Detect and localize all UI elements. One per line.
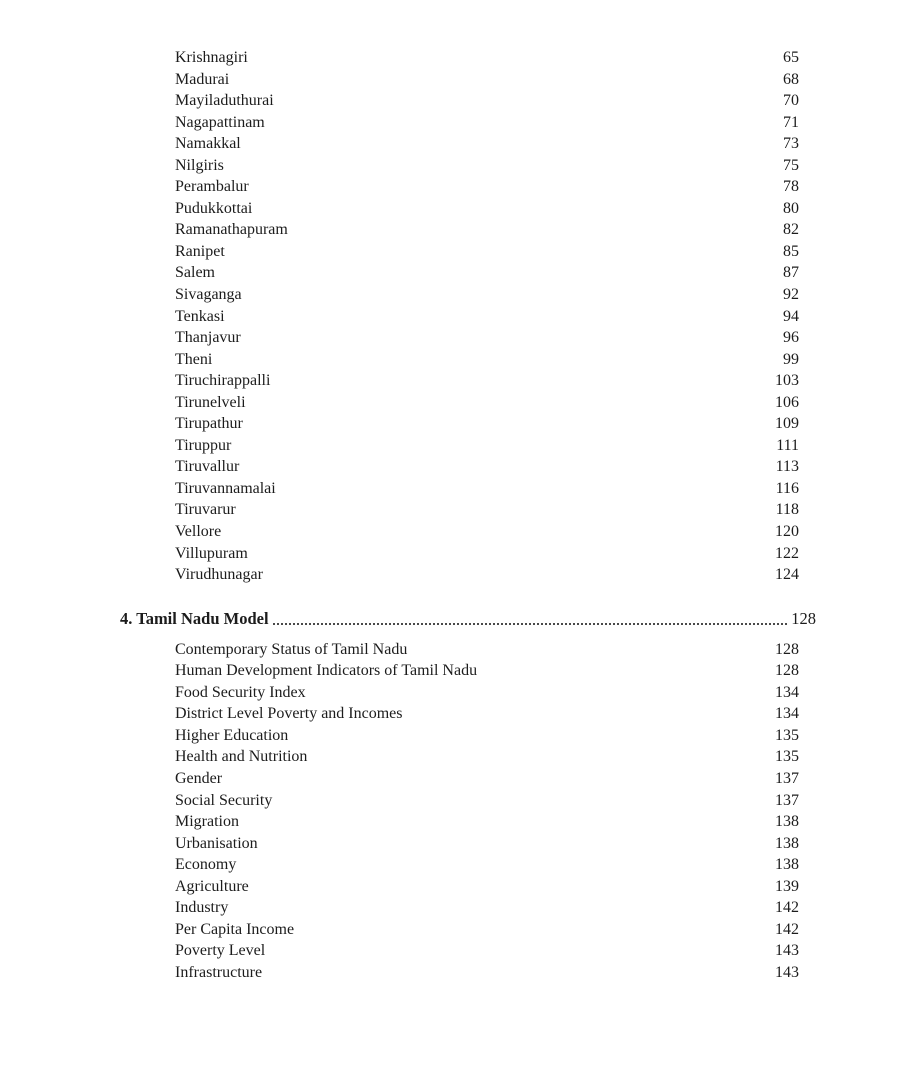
toc-entry-page: 99: [783, 350, 799, 368]
toc-entry-label: Sivaganga: [175, 286, 242, 304]
toc-entry: [120, 198, 816, 220]
toc-entry-page: 68: [783, 70, 799, 88]
toc-entry: [120, 69, 816, 91]
toc-entry-label: Tiruvarur: [175, 501, 236, 519]
toc-entry: [120, 90, 816, 112]
toc-entry: [120, 746, 816, 768]
toc-entry-label: Villupuram: [175, 544, 248, 562]
toc-entry: [120, 47, 816, 69]
toc-entry: [120, 370, 816, 392]
section-heading-label: 4. Tamil Nadu Model: [120, 608, 269, 628]
toc-entry: [120, 413, 816, 435]
toc-entry-page: 65: [783, 49, 799, 66]
toc-entry-page: 82: [783, 221, 799, 239]
toc-entry-label: Tirupathur: [175, 415, 243, 433]
toc-entry: [120, 176, 816, 198]
section-heading-row: [120, 608, 816, 630]
toc-entry-label: Industry: [175, 899, 229, 917]
toc-entry: [120, 392, 816, 414]
toc-entry: [120, 564, 816, 586]
toc-entry-label: Higher Education: [175, 726, 289, 744]
toc-entry: [120, 349, 816, 371]
toc-entry-label: Ramanathapuram: [175, 221, 288, 239]
toc-entry-page: 137: [775, 791, 799, 809]
toc-entry: [120, 854, 816, 876]
toc-entry-page: 142: [775, 899, 799, 917]
toc-entry: [120, 790, 816, 812]
toc-entry-label: Pudukkottai: [175, 199, 253, 217]
toc-entry: [120, 811, 816, 833]
toc-entry-page: 87: [783, 264, 799, 282]
toc-entry-page: 71: [783, 113, 799, 131]
toc-entry-label: Poverty Level: [175, 942, 266, 960]
toc-entry-page: 73: [783, 135, 799, 153]
toc-entry: [120, 456, 816, 478]
toc-entry-label: Madurai: [175, 70, 230, 88]
toc-entry: [120, 940, 816, 962]
toc-entry-page: 134: [775, 683, 799, 701]
toc-entry-page: 124: [775, 566, 799, 584]
toc-entry: [120, 962, 816, 984]
toc-entry-page: 118: [775, 501, 799, 519]
toc-entry-page: 139: [775, 877, 799, 895]
toc-entry: [120, 478, 816, 500]
toc-entry: [120, 112, 816, 134]
toc-entry-label: Nagapattinam: [175, 113, 265, 131]
toc-entry-label: Salem: [175, 264, 215, 282]
toc-entry: [120, 241, 816, 263]
toc-entry-page: 78: [783, 178, 799, 196]
toc-entry-page: 138: [775, 834, 799, 852]
toc-entry: [120, 521, 816, 543]
toc-entry-label: Gender: [175, 769, 223, 787]
toc-entry-page: 113: [775, 458, 799, 476]
toc-entry-label: Tiruvallur: [175, 458, 240, 476]
toc-entry-page: 143: [775, 963, 799, 981]
toc-entry: [120, 682, 816, 704]
toc-entry-page: 128: [775, 662, 799, 680]
toc-entry: [120, 435, 816, 457]
toc-entry-label: Agriculture: [175, 877, 249, 895]
toc-entry-page: 128: [775, 640, 799, 658]
toc-entry-label: Tenkasi: [175, 307, 225, 325]
toc-entry-page: 135: [775, 726, 799, 744]
toc-entry-page: 138: [775, 856, 799, 874]
toc-entry-label: Ranipet: [175, 242, 225, 260]
toc-entry-label: Tiruvannamalai: [175, 479, 276, 497]
toc-entry-label: Theni: [175, 350, 213, 368]
toc-entry: [120, 219, 816, 241]
toc-entry-page: 85: [783, 242, 799, 260]
toc-entry: [120, 306, 816, 328]
toc-entry-page: 143: [775, 942, 799, 960]
toc-entry-label: Vellore: [175, 523, 222, 541]
toc-entry: [120, 327, 816, 349]
toc-entry-page: 120: [775, 523, 799, 541]
toc-entry-label: Virudhunagar: [175, 566, 263, 584]
toc-entry-label: Tirunelveli: [175, 393, 246, 411]
toc-entry: [120, 284, 816, 306]
toc-entry: [120, 725, 816, 747]
toc-entry-label: Nilgiris: [175, 156, 224, 174]
toc-entry-page: 92: [783, 286, 799, 304]
toc-entry-page: 137: [775, 769, 799, 787]
toc-entry-label: Social Security: [175, 791, 273, 809]
toc-entry-label: Migration: [175, 813, 239, 831]
toc-entry-page: 111: [776, 436, 799, 454]
toc-entry: [120, 919, 816, 941]
dotted-leader: [269, 608, 792, 630]
toc-entry: [120, 499, 816, 521]
toc-entry: [120, 660, 816, 682]
toc-entry-label: Urbanisation: [175, 834, 258, 852]
toc-entry-page: 106: [775, 393, 799, 411]
topic-entry-list: [120, 639, 816, 984]
toc-entry-page: 75: [783, 156, 799, 174]
toc-entry-page: 138: [775, 813, 799, 831]
table-of-contents: [120, 47, 816, 983]
toc-entry: [120, 768, 816, 790]
toc-entry-page: 94: [783, 307, 799, 325]
toc-entry-label: Food Security Index: [175, 683, 306, 701]
toc-entry-page: 142: [775, 920, 799, 938]
toc-entry-label: Namakkal: [175, 135, 241, 153]
toc-entry-page: 109: [775, 415, 799, 433]
toc-entry-page: 134: [775, 705, 799, 723]
toc-entry: [120, 543, 816, 565]
toc-entry-label: Health and Nutrition: [175, 748, 308, 766]
toc-entry-page: 80: [783, 199, 799, 217]
toc-entry-label: Tiruppur: [175, 436, 232, 454]
toc-entry: [120, 897, 816, 919]
toc-entry-page: 70: [783, 92, 799, 110]
toc-entry-page: 103: [775, 372, 799, 390]
toc-entry-label: Contemporary Status of Tamil Nadu: [175, 640, 408, 658]
district-entry-list: [120, 47, 816, 586]
toc-entry-label: Mayiladuthurai: [175, 92, 274, 110]
toc-entry: [120, 639, 816, 661]
toc-entry-label: District Level Poverty and Incomes: [175, 705, 403, 723]
toc-entry-label: Economy: [175, 856, 237, 874]
toc-entry: [120, 833, 816, 855]
toc-entry-label: Perambalur: [175, 178, 249, 196]
toc-entry: [120, 876, 816, 898]
toc-entry: [120, 133, 816, 155]
section-heading-page: 128: [791, 608, 816, 628]
toc-entry: [120, 262, 816, 284]
toc-entry-page: 122: [775, 544, 799, 562]
toc-entry-label: Infrastructure: [175, 963, 263, 981]
toc-entry-page: 96: [783, 329, 799, 347]
toc-entry-label: Tiruchirappalli: [175, 372, 271, 390]
toc-entry-label: Per Capita Income: [175, 920, 295, 938]
toc-entry-label: Thanjavur: [175, 329, 241, 347]
toc-entry-page: 116: [775, 479, 799, 497]
toc-entry-label: Krishnagiri: [175, 49, 248, 66]
toc-entry: [120, 155, 816, 177]
toc-entry: [120, 703, 816, 725]
toc-entry-page: 135: [775, 748, 799, 766]
toc-entry-label: Human Development Indicators of Tamil Nadu: [175, 662, 478, 680]
